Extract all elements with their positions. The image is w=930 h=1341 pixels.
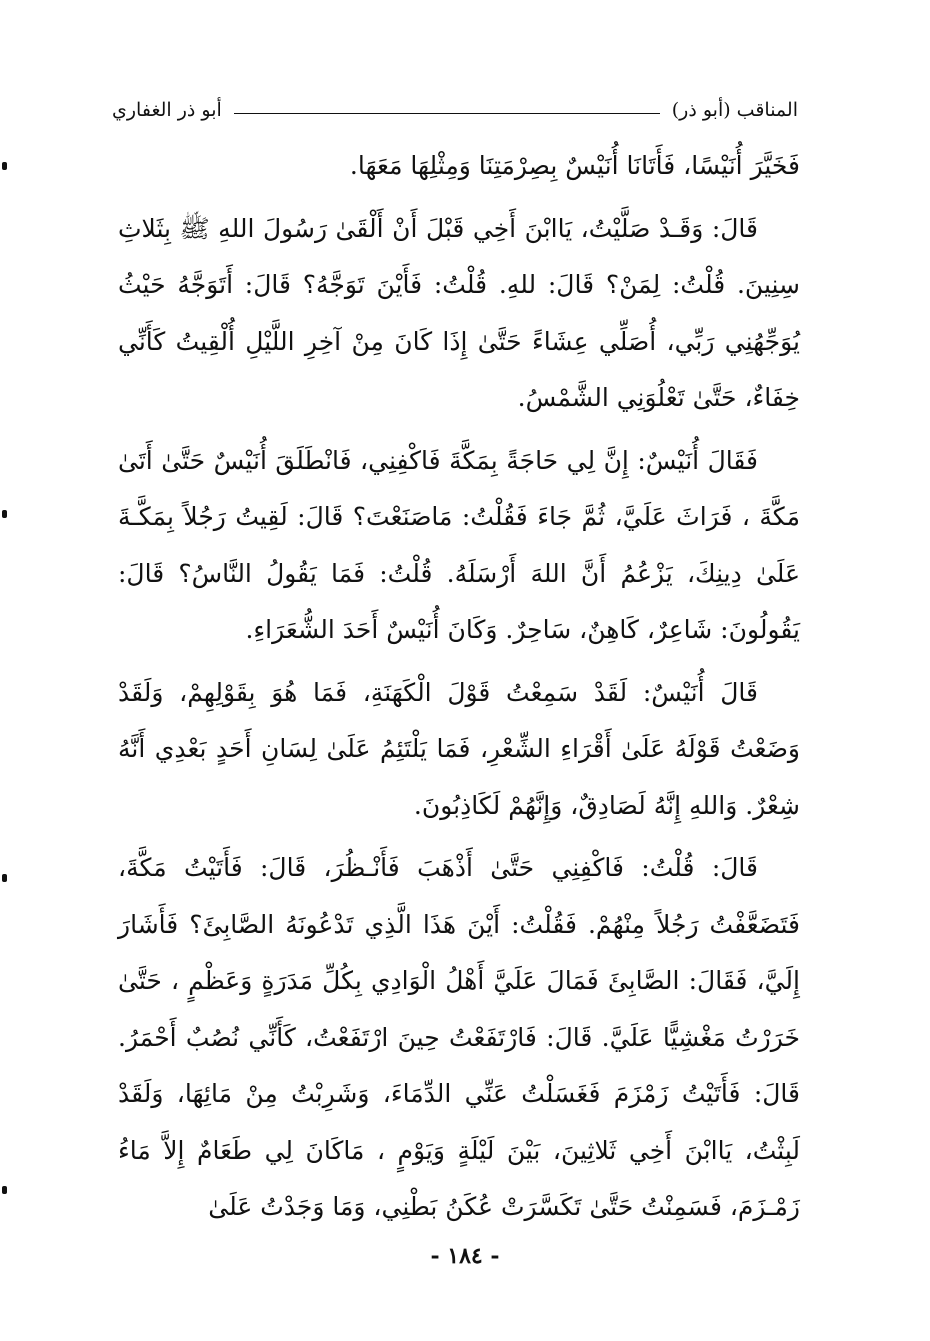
scan-mark [2, 1186, 7, 1194]
paragraph-5: قَالَ: قُلْتُ: فَاكْفِنِي حَتَّىٰ أَذْهَبَ فَأَنْـظُرَ، قَالَ: فَأَتَيْتُ مَكَّةَ، فَتَضَعَّفْتُ رَجُلاً مِنْهُمْ. فَقُلْتُ: أَيْنَ هَذَا الَّذِي تَدْعُونَهُ الصَّابِئَ؟ فَأَشَارَ إِلَيَّ، فَقَالَ: الصَّابِئَ فَمَالَ عَلَيَّ أَهْلُ الْوَادِي بِكُلِّ مَدَرَةٍ وَعَظْمٍ ، حَتَّىٰ خَرَرْتُ مَغْشِيًّا عَلَيَّ. قَالَ: فَارْتَفَعْتُ حِينَ ارْتَفَعْتُ، كَأَنِّي نُصُبٌ أَحْمَرُ. قَالَ: فَأَتَيْتُ زَمْزَمَ فَغَسَلْتُ عَنِّي الدِّمَاءَ، وَشَرِبْتُ مِنْ مَائِهَا، وَلَقَدْ لَبِثْتُ، يَاابْنَ أَخِي ثَلاثِينَ، بَيْنَ لَيْلَةٍ وَيَوْمٍ ، مَاكَانَ لِي طَعَامٌ إِلاَّ مَاءُ زَمْـزَمَ، فَسَمِنْتُ حَتَّىٰ تَكَسَّرَتْ عُكَنُ بَطْنِي، وَمَا وَجَدْتُ عَلَىٰ [118, 853, 800, 1221]
paragraph-4: قَالَ أُنَيْسٌ: لَقَدْ سَمِعْتُ قَوْلَ الْكَهَنَةِ، فَمَا هُوَ بِقَوْلِهِمْ، وَلَقَدْ وَضَعْتُ قَوْلَهُ عَلَىٰ أَقْرَاءِ الشِّعْرِ، فَمَا يَلْتَئِمُ عَلَىٰ لِسَانِ أَحَدٍ بَعْدِي أَنَّهُ شِعْرٌ. وَاللهِ إِنَّهُ لَصَادِقٌ، وَإِنَّهُمْ لَكَاذِبُونَ. [118, 677, 800, 820]
header-section-title: المناقب (أبو ذر) [671, 99, 798, 121]
page-number: - ١٨٤ - [430, 1243, 500, 1269]
paragraph-3: فَقَالَ أُنَيْسٌ: إِنَّ لِي حَاجَةً بِمَكَّةَ فَاكْفِنِي، فَانْطَلَقَ أُنَيْسٌ حَتَّىٰ أَتَىٰ مَكَّةَ ، فَرَاثَ عَلَيَّ، ثُمَّ جَاءَ فَقُلْتُ: مَاصَنَعْتَ؟ قَالَ: لَقِيتُ رَجُلاً بِمَكَّـةَ عَلَىٰ دِينِكَ، يَزْعُمُ أَنَّ اللهَ أَرْسَلَهُ. قُلْتُ: فَمَا يَقُولُ النَّاسُ؟ قَالَ: يَقُولُونَ: شَاعِرٌ، كَاهِنٌ، سَاحِرٌ. وَكَانَ أُنَيْسٌ أَحَدَ الشُّعَرَاءِ. [118, 445, 801, 644]
paragraph-1: فَخَيَّرَ أُنَيْسًا، فَأَتَانَا أُنَيْسٌ بِصِرْمَتِنَا وَمِثْلِهَا مَعَهَا. [349, 151, 800, 180]
running-header [112, 92, 798, 128]
scan-mark [2, 162, 7, 170]
paragraph-2: قَالَ: وَقَـدْ صَلَّيْتُ، يَاابْنَ أَخِي قَبْلَ أَنْ أَلْقَىٰ رَسُولَ اللهِ ﷺ بِثَلاثِ سِنِينَ. قُلْتُ: لِمَنْ؟ قَالَ: للهِ. قُلْتُ: فَأَيْنَ تَوَجَّهُ؟ قَالَ: أَتَوَجَّهُ حَيْثُ يُوَجِّهُنِي رَبِّي، أُصَلِّي عِشَاءً حَتَّىٰ إِذَا كَانَ مِنْ آخِرِ اللَّيْلِ أُلْقِيتُ كَأَنِّي خِفَاءٌ، حَتَّىٰ تَعْلُوَنِي الشَّمْسُ. [118, 213, 800, 412]
body-text [118, 138, 800, 1236]
scan-mark [2, 510, 7, 518]
header-rule [234, 113, 660, 114]
scan-mark [2, 874, 7, 882]
header-chapter-title: أبو ذر الغفاري [112, 99, 222, 121]
